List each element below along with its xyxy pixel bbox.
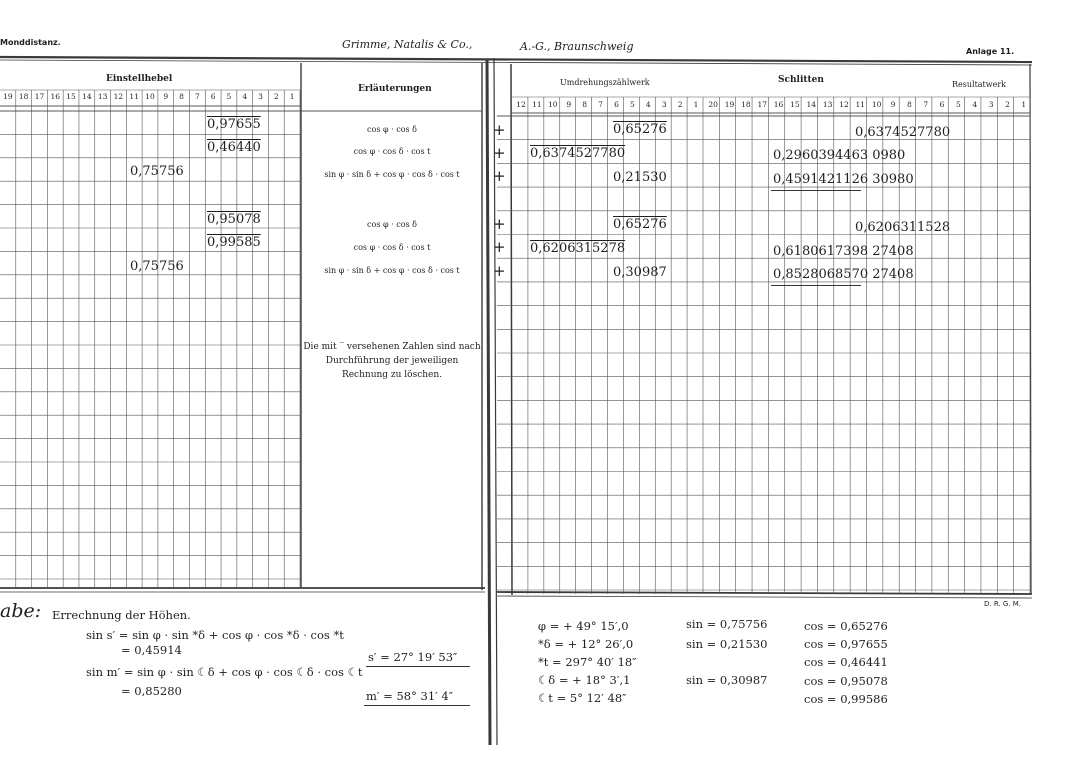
column-number: 17 — [34, 92, 45, 101]
sheet-title: Monddistanz. — [0, 38, 61, 47]
column-number: 14 — [806, 100, 817, 109]
column-number: 12 — [113, 92, 124, 101]
carriage-heading: Schlitten — [778, 75, 824, 85]
revolutions-row-6: 0,30987 — [613, 265, 667, 280]
given-latitude: φ = + 49° 15′,0 — [538, 619, 629, 633]
result-moon-underline — [364, 705, 470, 706]
explanation-row-2: cos φ · cos δ · cos t — [353, 147, 431, 156]
column-number: 3 — [988, 100, 994, 109]
revolutions-row-2: 0,6374527780 — [530, 146, 626, 161]
column-number: 16 — [773, 100, 784, 109]
cosine-star-hour-angle: cos = 0,46441 — [804, 655, 888, 669]
cosine-moon-declination: cos = 0,95078 — [804, 674, 888, 688]
cosine-star-declination: cos = 0,97655 — [804, 637, 888, 651]
explanation-row-1: cos φ · cos δ — [367, 125, 417, 134]
carriage-columns-header — [705, 100, 1030, 114]
column-number: 15 — [66, 92, 76, 101]
column-number: 1 — [289, 92, 295, 101]
column-number: 18 — [741, 100, 751, 109]
column-number: 5 — [226, 92, 232, 101]
sign-row-6: + — [493, 262, 506, 280]
sign-row-1: + — [493, 121, 506, 139]
column-number: 2 — [1005, 100, 1010, 109]
column-number: 1 — [693, 100, 699, 109]
column-number: 8 — [179, 92, 184, 101]
setting-row-4: 0,95078 — [207, 212, 261, 227]
column-number: 6 — [939, 100, 945, 109]
revolution-counter-heading: Umdrehungszählwerk — [560, 78, 650, 87]
column-number: 5 — [629, 100, 635, 109]
column-number: 19 — [3, 92, 13, 101]
given-moon-declination: ☾δ = + 18° 3′,1 — [538, 673, 631, 687]
registration-mark: D. R. G. M. — [984, 600, 1022, 608]
column-number: 20 — [708, 100, 718, 109]
revolution-columns-header — [513, 100, 703, 114]
column-number: 9 — [890, 100, 896, 109]
result-underline-1 — [771, 190, 861, 191]
column-number: 9 — [163, 92, 169, 101]
result-moon-altitude: m′ = 58° 31′ 4″ — [366, 689, 454, 703]
column-number: 4 — [972, 100, 978, 109]
column-number: 11 — [129, 92, 139, 101]
given-moon-hour-angle: ☾t = 5° 12′ 48″ — [538, 691, 627, 705]
column-number: 2 — [273, 92, 279, 101]
revolutions-row-4: 0,65276 — [613, 217, 667, 232]
column-number: 7 — [923, 100, 929, 109]
formula-moon: sin m′ = sin φ · sin ☾δ + cos φ · cos ☾δ · cos ☾t — [86, 665, 363, 679]
result-row-5: 0,6180617398 27408 — [773, 244, 914, 259]
column-number: 16 — [50, 92, 61, 101]
explanations-heading: Erläuterungen — [358, 84, 432, 94]
result-row-6: 0,8528068570 27408 — [773, 267, 914, 282]
column-number: 13 — [97, 92, 108, 101]
column-number: 14 — [82, 92, 92, 101]
column-number: 12 — [516, 100, 526, 109]
explanation-row-3: sin φ · sin δ + cos φ · cos δ · cos t — [324, 170, 460, 179]
revolutions-row-1: 0,65276 — [613, 122, 667, 137]
column-number: 4 — [242, 92, 248, 101]
sign-row-4: + — [493, 215, 506, 233]
column-number: 3 — [661, 100, 667, 109]
result-row-3: 0,4591421126 30980 — [773, 172, 914, 187]
column-number: 18 — [18, 92, 29, 101]
column-number: 5 — [956, 100, 961, 109]
task-label: abe: — [0, 600, 42, 622]
result-star-altitude: s′ = 27° 19′ 53″ — [368, 650, 458, 664]
explanation-row-4: cos φ · cos δ — [367, 220, 417, 229]
column-number: 7 — [194, 92, 200, 101]
formula-star: sin s′ = sin φ · sin *δ + cos φ · cos *δ · cos *t — [86, 628, 344, 642]
formula-star-value: = 0,45914 — [121, 643, 182, 657]
result-row-2: 0,2960394463 0980 — [773, 148, 906, 163]
publisher-name: Grimme, Natalis & Co., — [342, 38, 473, 51]
column-number: 8 — [582, 100, 587, 109]
column-number: 2 — [677, 100, 683, 109]
column-number: 12 — [839, 100, 849, 109]
explanation-row-5: cos φ · cos δ · cos t — [353, 243, 431, 252]
setting-row-3: 0,75756 — [130, 164, 184, 179]
sine-moon-declination: sin = 0,30987 — [686, 673, 768, 687]
given-star-declination: *δ = + 12° 26′,0 — [538, 637, 634, 651]
setting-row-1: 0,97655 — [207, 117, 261, 132]
column-number: 10 — [871, 100, 882, 109]
explanation-row-6: sin φ · sin δ + cos φ · cos δ · cos t — [324, 266, 460, 275]
column-number: 1 — [1021, 100, 1027, 109]
setting-levers-heading: Einstellhebel — [106, 74, 173, 84]
cosine-moon-hour-angle: cos = 0,99586 — [804, 692, 888, 706]
setting-row-2: 0,46440 — [207, 140, 261, 155]
column-number: 17 — [757, 100, 767, 109]
setting-row-6: 0,75756 — [130, 259, 184, 274]
annex-label: Anlage 11. — [966, 47, 1015, 56]
task-title: Errechnung der Höhen. — [52, 608, 191, 622]
column-number: 7 — [598, 100, 603, 109]
column-number: 6 — [210, 92, 216, 101]
column-number: 13 — [822, 100, 833, 109]
setting-row-5: 0,99585 — [207, 235, 261, 250]
column-number: 10 — [548, 100, 558, 109]
sign-row-3: + — [493, 167, 506, 185]
column-number: 6 — [614, 100, 619, 109]
formula-moon-value: = 0,85280 — [121, 684, 182, 698]
result-counter-heading: Resultatwerk — [952, 80, 1007, 89]
given-star-hour-angle: *t = 297° 40′ 18″ — [538, 655, 637, 669]
column-number: 10 — [145, 92, 155, 101]
publisher-place: A.-G., Braunschweig — [520, 40, 634, 53]
column-number: 9 — [566, 100, 572, 109]
sign-row-5: + — [493, 238, 506, 256]
sine-star-declination: sin = 0,21530 — [686, 637, 768, 651]
column-number: 11 — [855, 100, 866, 109]
cosine-latitude: cos = 0,65276 — [804, 619, 888, 633]
result-row-4: 0,6206311528 — [855, 220, 951, 235]
sign-row-2: + — [493, 144, 506, 162]
revolutions-row-5: 0,6206315278 — [530, 241, 626, 256]
sine-latitude: sin = 0,75756 — [686, 617, 768, 631]
column-number: 3 — [258, 92, 263, 101]
column-number: 11 — [532, 100, 542, 109]
result-star-underline — [366, 666, 470, 667]
revolutions-row-3: 0,21530 — [613, 170, 667, 185]
column-number: 4 — [645, 100, 651, 109]
column-number: 8 — [906, 100, 912, 109]
setting-columns-header — [0, 92, 300, 106]
column-number: 19 — [724, 100, 735, 109]
explanation-note: Die mit ‾ versehenen Zahlen sind nach Durchführung der jeweiligen Rechnung zu löschen. — [303, 342, 481, 380]
column-number: 15 — [790, 100, 800, 109]
result-underline-2 — [771, 285, 861, 286]
result-row-1: 0,6374527780 — [855, 125, 951, 140]
